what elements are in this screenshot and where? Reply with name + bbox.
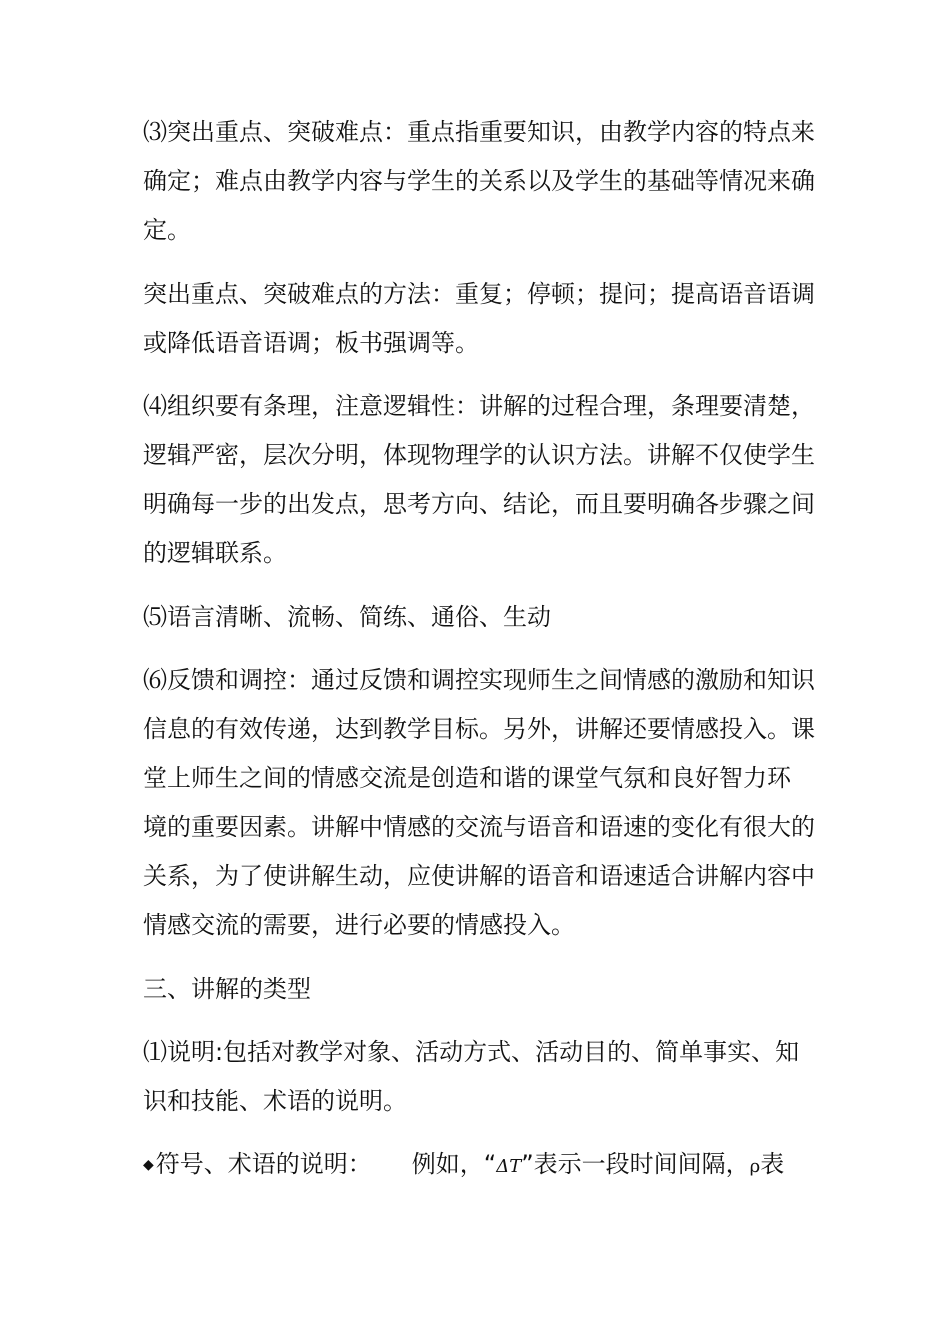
text-line: ⑹反馈和调控：通过反馈和调控实现师生之间情感的激励和知识 <box>143 666 815 694</box>
text-line: ⑴说明:包括对教学对象、活动方式、活动目的、简单事实、知 <box>143 1038 800 1066</box>
example-text: 例如，“ <box>411 1150 497 1178</box>
section-heading: 三、讲解的类型 <box>143 975 311 1003</box>
text-line: ⑸语言清晰、流畅、简练、通俗、生动 <box>143 603 551 631</box>
rho-symbol: ρ <box>749 1156 761 1177</box>
text-line: 突出重点、突破难点的方法：重复；停顿；提问；提高语音语调 <box>143 280 815 308</box>
text-line: 堂上师生之间的情感交流是创造和谐的课堂气氛和良好智力环 <box>143 764 791 792</box>
text-line: 关系，为了使讲解生动，应使讲解的语音和语速适合讲解内容中 <box>143 862 815 890</box>
text-line: 境的重要因素。讲解中情感的交流与语音和语速的变化有很大的 <box>143 813 815 841</box>
text-line: 确定；难点由教学内容与学生的关系以及学生的基础等情况来确 <box>143 167 815 195</box>
text-line: 的逻辑联系。 <box>143 539 287 567</box>
text-line: ⑶突出重点、突破难点：重点指重要知识，由教学内容的特点来 <box>143 118 815 146</box>
delta-t-symbol: ΔT <box>496 1156 522 1177</box>
text-line: 明确每一步的出发点，思考方向、结论，而且要明确各步骤之间 <box>143 490 815 518</box>
text-line: ⑷组织要有条理，注意逻辑性：讲解的过程合理，条理要清楚， <box>143 392 815 420</box>
diamond-bullet-icon: ◆ <box>143 1157 154 1173</box>
text-line: 或降低语音语调；板书强调等。 <box>143 329 479 357</box>
bullet-line <box>143 1149 784 1182</box>
example-text-end: 表 <box>760 1150 785 1178</box>
bullet-text: 符号、术语的说明： <box>155 1150 372 1178</box>
text-line: 定。 <box>143 216 191 244</box>
text-line: 信息的有效传递，达到教学目标。另外，讲解还要情感投入。课 <box>143 715 815 743</box>
example-text-cont: ”表示一段时间间隔， <box>521 1150 750 1178</box>
text-line: 逻辑严密，层次分明，体现物理学的认识方法。讲解不仅使学生 <box>143 441 815 469</box>
text-line: 情感交流的需要，进行必要的情感投入。 <box>143 911 575 939</box>
text-line: 识和技能、术语的说明。 <box>143 1087 407 1115</box>
